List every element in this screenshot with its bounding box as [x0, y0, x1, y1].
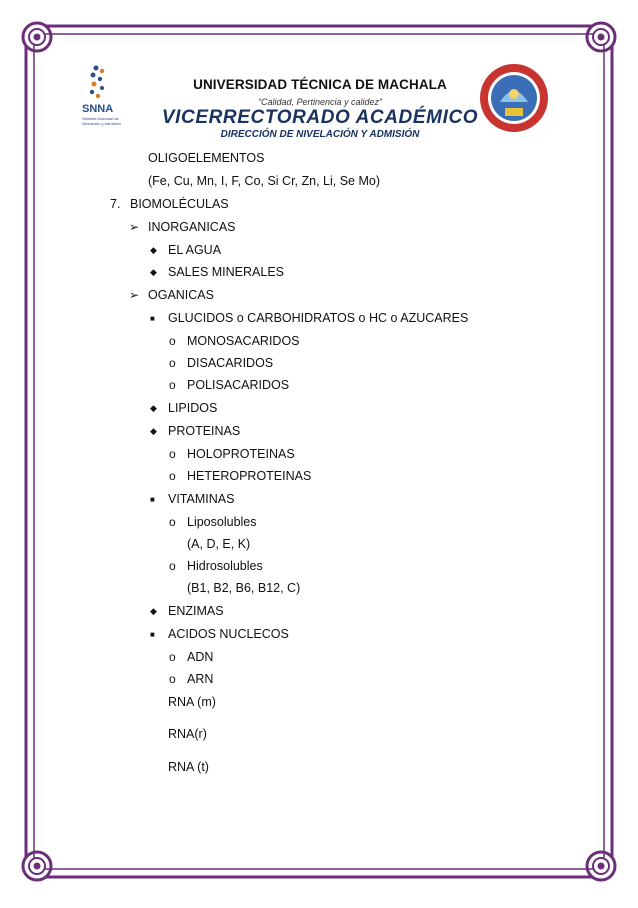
- inorganicas-item: EL AGUA: [168, 243, 222, 257]
- circle-bullet-icon: o: [169, 356, 176, 370]
- inorganicas-item: SALES MINERALES: [168, 265, 285, 279]
- circle-bullet-icon: o: [169, 378, 176, 392]
- university-seal: [478, 62, 550, 134]
- liposolubles-label: Liposolubles: [187, 515, 257, 529]
- proteinas-item: HETEROPROTEINAS: [187, 469, 312, 483]
- diamond-bullet-icon: ◆: [150, 245, 157, 255]
- square-bullet-icon: ■: [150, 630, 155, 639]
- inorganicas-label: INORGANICAS: [148, 220, 236, 234]
- rna-item: RNA (t): [168, 760, 209, 774]
- liposolubles-detail: (A, D, E, K): [187, 537, 251, 551]
- snna-logo-icon: [80, 62, 130, 130]
- university-name: UNIVERSIDAD TÉCNICA DE MACHALA: [193, 77, 447, 92]
- vicerrectorado-title: VICERRECTORADO ACADÉMICO: [161, 107, 479, 128]
- arrow-bullet-icon: ➢: [129, 288, 140, 302]
- diamond-bullet-icon: ◆: [150, 426, 157, 436]
- rna-item: RNA (m): [168, 695, 216, 709]
- section-title: BIOMOLÉCULAS: [130, 197, 229, 211]
- circle-bullet-icon: o: [169, 559, 176, 573]
- diamond-bullet-icon: ◆: [150, 606, 157, 616]
- direccion-subtitle: DIRECCIÓN DE NIVELACIÓN Y ADMISIÓN: [220, 129, 420, 140]
- arrow-bullet-icon: ➢: [129, 220, 140, 234]
- section-number: 7.: [110, 197, 121, 211]
- circle-bullet-icon: o: [169, 672, 176, 686]
- oligoelementos-title: OLIGOELEMENTOS: [148, 151, 265, 165]
- circle-bullet-icon: o: [169, 334, 176, 348]
- snna-logo: [80, 62, 130, 130]
- svg-text:Sistema Nacional de: Sistema Nacional de: [82, 116, 119, 121]
- proteinas-item: HOLOPROTEINAS: [187, 447, 295, 461]
- vitaminas-label: VITAMINAS: [168, 492, 235, 506]
- diamond-bullet-icon: ◆: [150, 403, 157, 413]
- glucidos-item: MONOSACARIDOS: [187, 334, 300, 348]
- university-motto: “Calidad, Pertinencia y calidez”: [257, 97, 383, 107]
- circle-bullet-icon: o: [169, 515, 176, 529]
- glucidos-item: POLISACARIDOS: [187, 378, 290, 392]
- acidos-item: ARN: [187, 672, 214, 686]
- diamond-bullet-icon: ◆: [150, 267, 157, 277]
- acidos-item: ADN: [187, 650, 214, 664]
- snna-acronym: SNNA: [82, 103, 114, 115]
- organicas-label: OGANICAS: [148, 288, 214, 302]
- circle-bullet-icon: o: [169, 447, 176, 461]
- university-seal-icon: [478, 62, 550, 134]
- circle-bullet-icon: o: [169, 650, 176, 664]
- circle-bullet-icon: o: [169, 469, 176, 483]
- corner-ornament-icon: [23, 23, 615, 880]
- glucidos-label: GLUCIDOS o CARBOHIDRATOS o HC o AZUCARES: [168, 311, 469, 325]
- oligoelementos-list: (Fe, Cu, Mn, I, F, Co, Si Cr, Zn, Li, Se Mo): [148, 174, 381, 188]
- hidrosolubles-label: Hidrosolubles: [187, 559, 263, 573]
- proteinas-label: PROTEINAS: [168, 424, 241, 438]
- svg-text:Nivelación y Admisión: Nivelación y Admisión: [82, 121, 121, 126]
- square-bullet-icon: ■: [150, 314, 155, 323]
- rna-item: RNA(r): [168, 727, 207, 741]
- enzimas-label: ENZIMAS: [168, 604, 224, 618]
- acidos-label: ACIDOS NUCLECOS: [168, 627, 289, 641]
- hidrosolubles-detail: (B1, B2, B6, B12, C): [187, 581, 301, 595]
- square-bullet-icon: ■: [150, 495, 155, 504]
- lipidos-label: LIPIDOS: [168, 401, 218, 415]
- glucidos-item: DISACARIDOS: [187, 356, 274, 370]
